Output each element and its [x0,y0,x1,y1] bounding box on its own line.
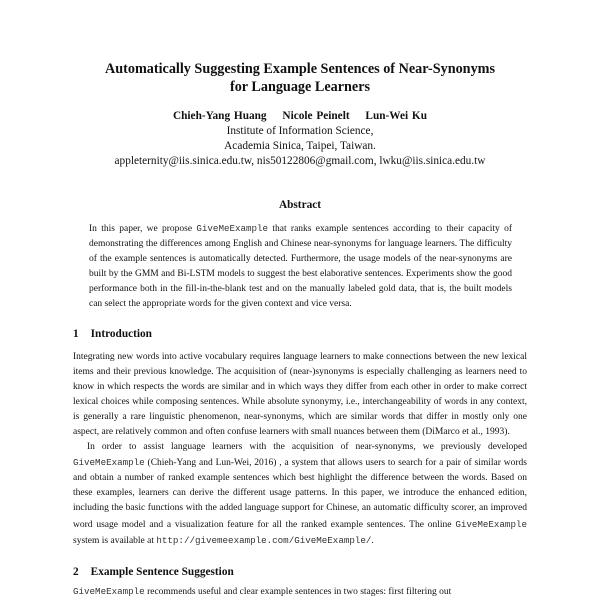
system-name: GiveMeExample [73,457,145,469]
intro-paragraph-1: Integrating new words into active vocabulary requires language learners to make connections between the new lexical items and their previous knowledge. The acquisition of (near-)synonyms is especially challenging as learners need to know in which respects the words are similar and in which ways they differ from each other in order to make correct lexical choices while composing sentences. While absolute synonymy, i.e., interchangeability of words in any context, is generally a rare linguistic phenomenon, near-synonyms, which are similar words that differ in mostly only one aspect, are relatively common and often confuse learners with small nuances between them (DiMarco et al., 1993). [73,352,527,438]
affiliation-line-1: Institute of Information Science, [226,125,374,137]
system-name: GiveMeExample [455,518,527,530]
title-line-1: Automatically Suggesting Example Sentences of Near-Synonyms [104,61,496,77]
title-line-2: for Language Learners [229,79,371,95]
section2-body [73,584,527,600]
paper-title [0,60,600,96]
text-run: (Chieh-Yang and Lun-Wei, 2016) , a system that allows users to search for a pair of similar words and obtain a number of ranked example sentences which best highlight the difference between the words. Based on these examples, learners can derive the different usage patterns. In this paper, we introduce the enhanced edition, including the basic functions with the added language support for Chinese, an automatic difficulty scorer, an improved word usage model and a visualization feature for all the ranked example sentences. The online [73,458,527,530]
section2-paragraph [73,584,527,600]
author-name: Lun-Wei Ku [365,110,428,122]
introduction-body [73,350,527,549]
system-name: GiveMeExample [196,223,269,234]
section-number: 1 [73,328,79,340]
author-emails: appleternity@iis.sinica.edu.tw, nis50122806@gmail.com, lwku@iis.sinica.edu.tw [114,155,486,167]
section-title: Introduction [90,328,152,340]
author-name: Chieh-Yang Huang [172,110,267,122]
abstract-post: that ranks example sentences according to their capacity of demonstrating the differences among English and Chinese near-synonyms for language learners. The difficulty of the example sentences is automatically detected. Furthermore, the usage models of the near-synonyms are built by the GMM and Bi-LSTM models to suggest the best elaborative sentences. Experiments show the good performance both in the fill-in-the-blank test and on the manually labeled gold data, that is, the built models can select the appropriate words for the given context and vice versa. [89,224,512,310]
text-run: recommends useful and clear example sentences in two stages: first filtering out [144,587,452,597]
author-block [0,109,600,169]
section-heading-introduction [73,328,152,340]
author-names [0,109,600,124]
abstract-text [89,221,512,312]
abstract-heading: Abstract [278,199,322,211]
text-run: In order to assist language learners with the acquisition of near-synonyms, we previously developed [87,442,527,453]
text-run: system is available at [73,535,157,546]
system-name: GiveMeExample [73,586,145,597]
section-number: 2 [73,566,79,578]
abstract-pre: In this paper, we propose [89,224,197,234]
system-url-link[interactable]: http://givemeexample.com/GiveMeExample/ [156,534,372,546]
section-heading-example-suggestion [73,566,234,578]
section-title: Example Sentence Suggestion [90,566,234,578]
intro-paragraph-2 [73,440,527,548]
affiliation-line-2: Academia Sinica, Taipei, Taiwan. [224,140,376,152]
author-name: Nicole Peinelt [282,110,350,122]
text-run: . [371,535,374,546]
